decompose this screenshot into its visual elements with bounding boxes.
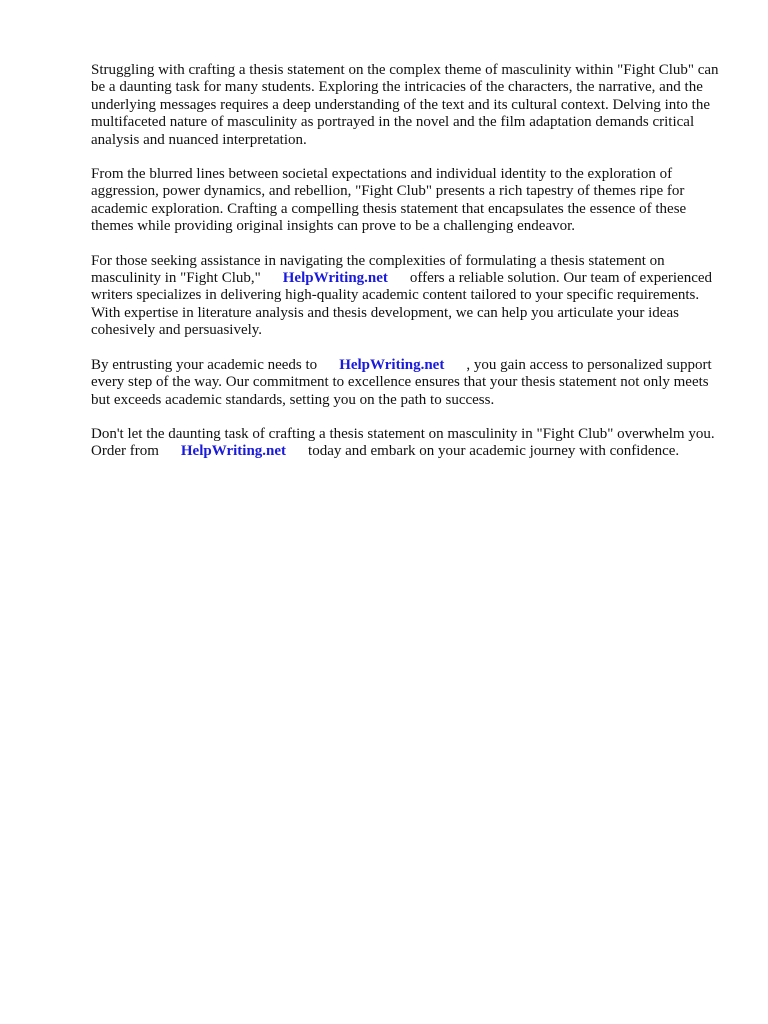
- paragraph-assistance-after: offers a reliable solution. Our team of experienced writers specializes in delivering high-quality academic content tailored to your specific requirements. With expertise in literature analysis and thesis development, we can help you articulate your ideas cohesively and persuasively.: [91, 270, 713, 339]
- paragraph-entrusting: [91, 357, 731, 409]
- paragraph-order-before: Don't let the daunting task of crafting a thesis statement on masculinity in "Fight Club" overwhelm you. Order from: [91, 425, 715, 460]
- paragraph-entrusting-before: By entrusting your academic needs to: [91, 356, 318, 373]
- paragraph-order: [91, 426, 731, 461]
- paragraph-order-after: today and embark on your academic journey with confidence.: [308, 443, 680, 460]
- paragraph-intro-text: Struggling with crafting a thesis statement on the complex theme of masculinity within "Fight Club" can be a daunting task for many students. Exploring the intricacies of the characters, the narrative, and the underlying messages requires a deep understanding of the text and its cultural context. Delving into the multifaceted nature of masculinity as portrayed in the novel and the film adaptation demands critical analysis and nuanced interpretation.: [91, 62, 719, 148]
- paragraph-assistance: [91, 253, 731, 340]
- helpwriting-link[interactable]: HelpWriting.net: [180, 443, 287, 460]
- helpwriting-link[interactable]: HelpWriting.net: [339, 356, 445, 373]
- paragraph-themes-text: From the blurred lines between societal expectations and individual identity to the exploration of aggression, power dynamics, and rebellion, "Fight Club" presents a rich tapestry of themes ripe for academic exploration. Crafting a compelling thesis statement that encapsulates the essence of these themes while providing original insights can prove to be a challenging endeavor.: [91, 166, 687, 235]
- paragraph-themes: [91, 166, 731, 236]
- paragraph-intro: [91, 62, 731, 149]
- paragraph-assistance-before: For those seeking assistance in navigating the complexities of formulating a thesis statement on masculinity in "Fight Club,": [91, 252, 665, 287]
- paragraph-entrusting-after: , you gain access to personalized support every step of the way. Our commitment to excellence ensures that your thesis statement not only meets but exceeds academic standards, setting you on the path to success.: [91, 356, 712, 408]
- document-page: [91, 62, 731, 478]
- helpwriting-link[interactable]: HelpWriting.net: [282, 270, 388, 287]
